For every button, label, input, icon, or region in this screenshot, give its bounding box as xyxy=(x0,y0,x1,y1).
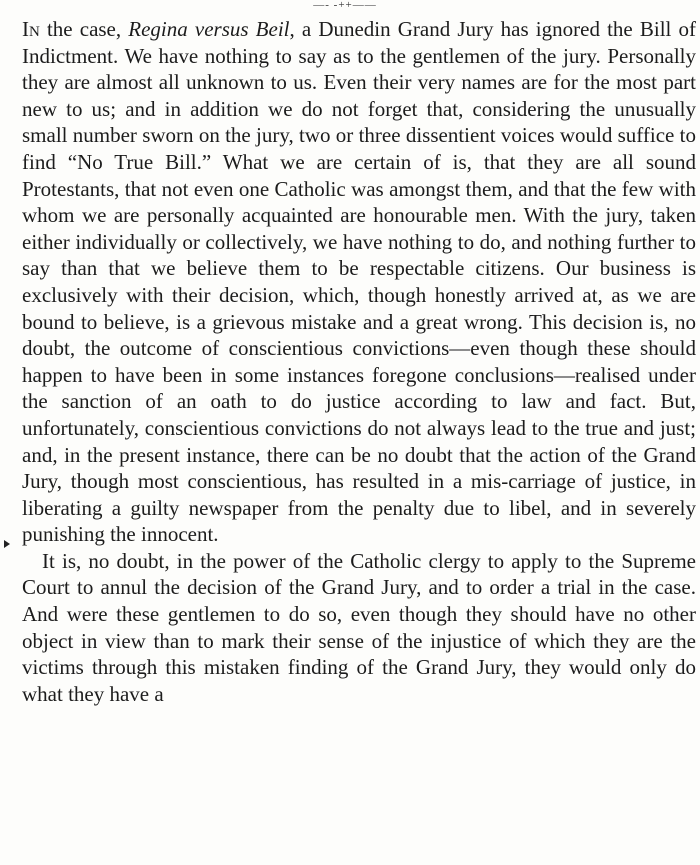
case-name: Regina versus Beil xyxy=(128,17,290,41)
paragraph-lead-word: In xyxy=(22,17,40,41)
paragraph-1-intro: the case, xyxy=(39,17,129,41)
header-rule: —- -++—— xyxy=(313,0,377,11)
margin-marker-icon xyxy=(4,540,10,548)
paragraph-1 xyxy=(22,16,696,548)
article-column xyxy=(22,16,696,707)
paragraph-1-body: , a Dunedin Grand Jury has ignored the Bill of Indictment. We have nothing to say as to the gentlemen of the jury. Personally they are almost all unknown to us. Even their very names are for the most part new to us; and in addition we do not forget that, considering the unusually small number sworn on the jury, two or three dissentient voices would suffice to find “No True Bill.” What we are certain of is, that they are all sound Protestants, that not even one Catholic was amongst them, and that the few with whom we are personally acquainted are honourable men. With the jury, taken either individually or collectively, we have nothing to do, and nothing further to say than that we believe them to be respectable citizens. Our business is exclusively with their decision, which, though honestly arrived at, as we are bound to believe, is a grievous mistake and a great wrong. This decision is, no doubt, the outcome of conscientious convictions—even though these should happen to have been in some instances foregone conclusions—realised under the sanction of an oath to do justice according to law and fact. But, unfortunately, conscientious convictions do not always lead to the true and just; and, in the present instance, there can be no doubt that the action of the Grand Jury, though most conscientious, has resulted in a mis-carriage of justice, in liberating a guilty newspaper from the penalty due to libel, and in severely punishing the innocent. xyxy=(22,17,696,547)
paragraph-2: It is, no doubt, in the power of the Catholic clergy to apply to the Supreme Court to annul the decision of the Grand Jury, and to order a trial in the case. And were these gentlemen to do so, even though they should have no other object in view than to mark their sense of the injustice of which they are the victims through this mistaken finding of the Grand Jury, they would only do what they have a xyxy=(22,548,696,706)
